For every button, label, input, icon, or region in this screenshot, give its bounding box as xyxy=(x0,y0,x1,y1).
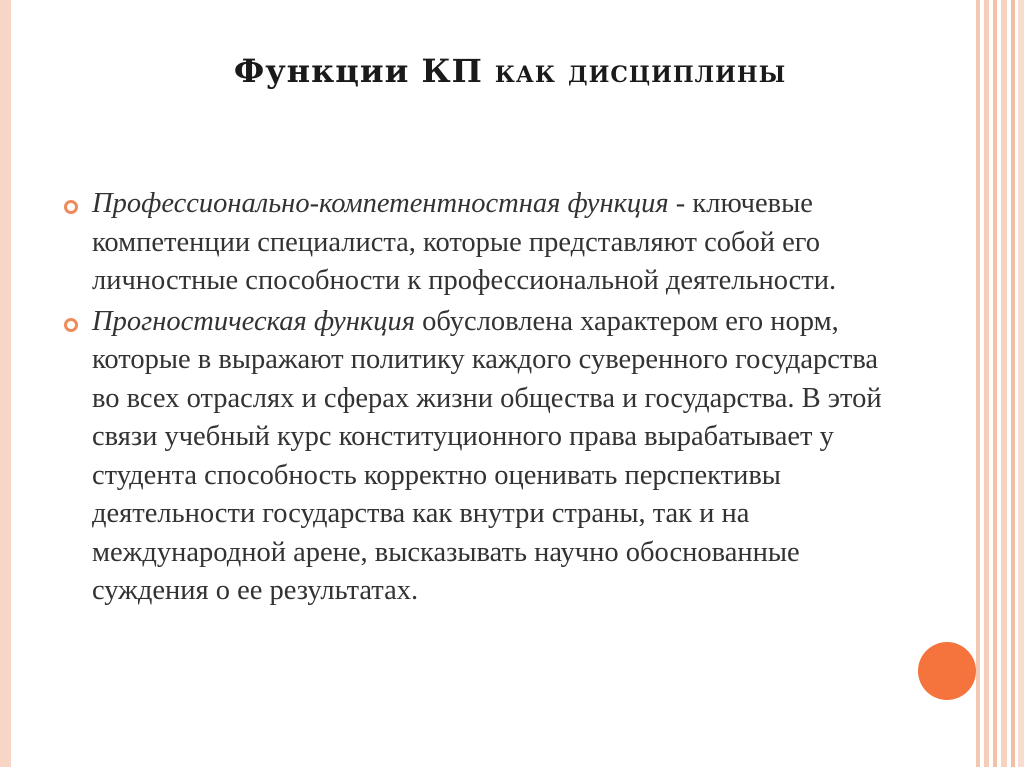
left-border-decoration xyxy=(0,0,11,767)
right-stripe xyxy=(1011,0,1015,767)
bullet-item xyxy=(62,303,902,611)
bullet-text: обусловлена характером его норм, которые в выражают политику каждого суверенного государства во всех отраслях и сферах жизни общества и государства. В этой связи учебный курс конституционного права вырабатывает у студента способность корректно оценивать перспективы деятельности государства как внутри страны, так и на международной арене, высказывать научно обоснованные суждения о ее результатах. xyxy=(92,305,882,606)
bullet-term: Профессионально-компетентностная функция xyxy=(92,188,669,219)
slide-title xyxy=(60,52,960,90)
bullet-term: Прогностическая функция xyxy=(92,305,415,337)
slide-title-prefix: Функции КП xyxy=(233,52,495,90)
bullet-item xyxy=(62,185,902,301)
bullet-text: - ключевые компетенции специалиста, которые представляют собой его личностные способности к профессиональной деятельности. xyxy=(92,188,837,296)
decorative-circle-icon xyxy=(918,642,976,700)
right-stripe xyxy=(1001,0,1007,767)
right-stripe xyxy=(1018,0,1024,767)
right-stripe xyxy=(984,0,989,767)
slide-content xyxy=(62,185,902,613)
right-stripe xyxy=(976,0,980,767)
slide-title-suffix: как дисциплины xyxy=(494,52,787,90)
ring-bullet-icon xyxy=(64,318,78,332)
ring-bullet-icon xyxy=(64,200,78,214)
right-stripe xyxy=(993,0,997,767)
